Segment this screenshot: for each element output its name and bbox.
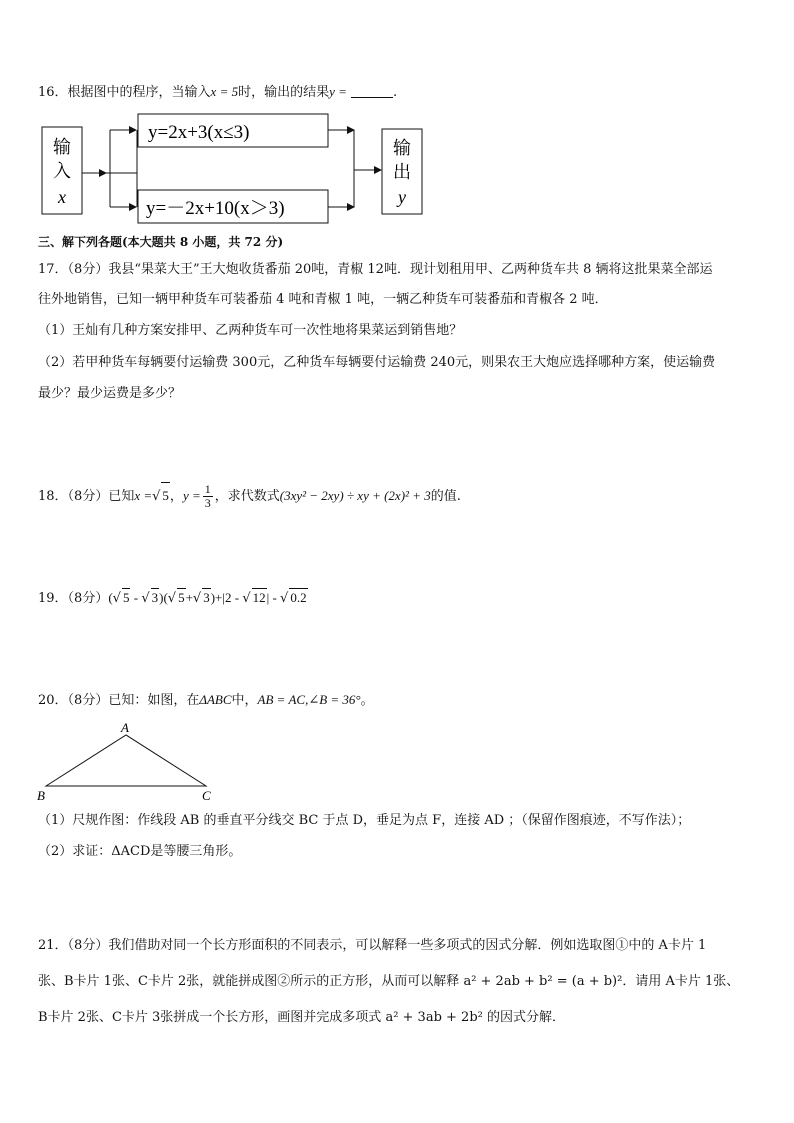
q20-cond: AB = AC,∠B = 36° <box>257 692 361 707</box>
q20-text: 20．（8分）已知：如图，在 <box>38 693 200 708</box>
q16-y: y = <box>329 84 347 99</box>
output-var: y <box>398 187 406 207</box>
vertex-a: A <box>121 720 129 735</box>
q18-prefix: 18．（8分）已知 <box>38 489 135 504</box>
triangle-abc <box>46 735 206 786</box>
q20-end: 。 <box>360 693 374 708</box>
triangle-figure <box>30 720 250 805</box>
q16-text-a: 16．根据图中的程序，当输入 <box>38 85 211 100</box>
q20-tri: ΔABC <box>199 692 232 707</box>
q17-part1: （1）王灿有几种方案安排甲、乙两种货车可一次性地将果菜运到销售地？ <box>38 323 463 338</box>
q18-expr: (3xy² − 2xy) ÷ xy + (2x)² + 3 <box>279 488 431 503</box>
q20-line <box>38 691 374 710</box>
input-var: x <box>58 187 66 207</box>
section-heading: 三、解下列各题(本大题共 8 小题，共 72 分) <box>38 235 284 249</box>
q21-line3: B卡片 2张、C卡片 3张拼成一个长方形，画图并完成多项式 a² + 3ab + 2b² 的因式分解． <box>38 1010 565 1025</box>
q20-mid: 中， <box>231 693 258 708</box>
q17-line2: 往外地销售，已知一辆甲种货车可装番茄 4 吨和青椒 1 吨，一辆乙种货车可装番茄和青椒各 2 吨． <box>38 292 608 307</box>
q21-line1: 21．（8分）我们借助对同一个长方形面积的不同表示，可以解释一些多项式的因式分解．例如选取图①中的 A卡片 1 <box>38 938 707 953</box>
vertex-c: C <box>202 788 211 803</box>
q16-text-b: 时，输出的结果 <box>238 85 330 100</box>
q16-flowchart <box>0 110 794 230</box>
vertex-b: B <box>37 788 45 803</box>
input-char-2: 入 <box>53 161 71 181</box>
output-char-1: 输 <box>393 138 411 158</box>
q20-part1: （1）尺规作图：作线段 AB 的垂直平分线交 BC 于点 D，垂足为点 F，连接 AD ；（保留作图痕迹，不写作法）； <box>38 813 691 828</box>
q18-sqrt5: 5 <box>161 482 170 509</box>
q18-mid: ，求代数式 <box>214 489 280 504</box>
q17-line1: 17．（8分）我县“果菜大王”王大炮收货番茄 20吨，青椒 12吨．现计划租用甲、乙两种货车共 8 辆将这批果菜全部运 <box>38 262 713 277</box>
q18-line: 18．（8分）已知x =√ 5，y = $\frac{1}{3}$ ，求代数式(3xy² − 2xy) ÷ xy + (2x)² + 3的值. <box>38 482 461 510</box>
answer-blank <box>351 84 393 98</box>
branch-top-text: y=2x+3(x≤3) <box>148 122 250 143</box>
q16-end: . <box>393 85 398 100</box>
q18-fraction: $\frac{1}{3}$ <box>204 482 211 510</box>
q17-part2-line2: 最少？最少运费是多少？ <box>38 386 182 401</box>
input-char-1: 输 <box>53 137 71 157</box>
q16-cond: x = 5 <box>210 84 239 99</box>
q18-suffix: 的值. <box>430 489 461 504</box>
branch-bottom-text: y=－2x+10(x＞3) <box>146 198 285 219</box>
q18-y-eq: y = <box>182 488 201 503</box>
q19-line: 19．（8分）(√ 5 - √ 3)(√ 5+√ 3)+|2 - √ 12| - √ 0.2 <box>38 590 307 606</box>
q21-line2: 张、B卡片 1张、C卡片 2张，就能拼成图②所示的正方形，从而可以解释 a² + 2ab + b² = (a + b)²．请用 A卡片 1张、 <box>38 974 740 989</box>
q20-part2: （2）求证：ΔACD是等腰三角形。 <box>38 844 242 859</box>
q16-line <box>38 83 397 102</box>
q17-part2-line1: （2）若甲种货车每辆要付运输费 300元，乙种货车每辆要付运输费 240元，则果农王大炮应选择哪种方案，使运输费 <box>38 355 716 370</box>
output-char-2: 出 <box>393 162 411 182</box>
q18-x-eq: x = <box>134 488 153 503</box>
q19-prefix: 19．（8分） <box>38 591 109 606</box>
